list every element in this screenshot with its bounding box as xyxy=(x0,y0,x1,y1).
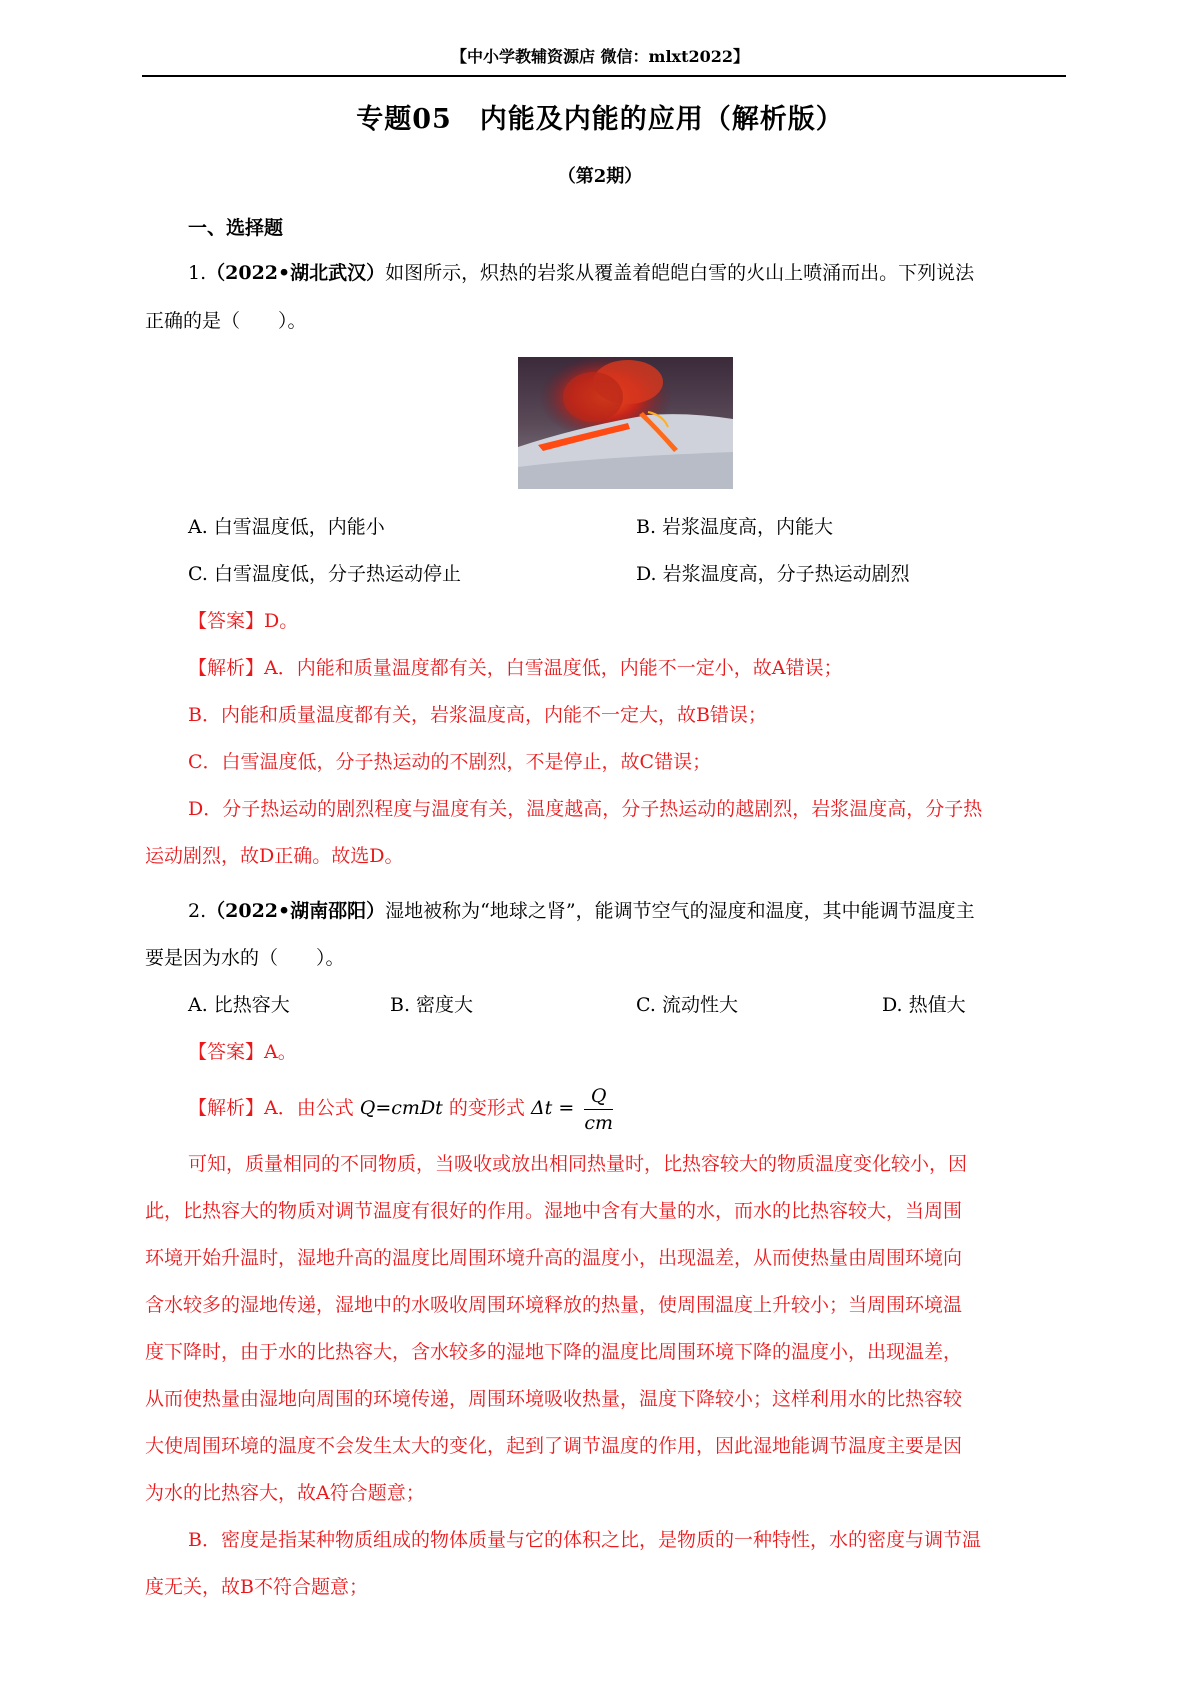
q1-option-b: B. 岩浆温度高，内能大 xyxy=(636,516,834,538)
q2-option-b: B. 密度大 xyxy=(390,994,474,1016)
header-note: 【中小学教辅资源店 微信：mlxt2022】 xyxy=(450,47,750,66)
volcano-image xyxy=(518,357,733,489)
q1-option-c: C. 白雪温度低，分子热运动停止 xyxy=(188,563,461,585)
q2-answer xyxy=(188,1039,297,1065)
heat-formula: Q=cmDt xyxy=(359,1097,443,1119)
q2-analysis-tag: 【解析】 xyxy=(188,1097,265,1119)
q1-stem-text: 如图所示，炽热的岩浆从覆盖着皑皑白雪的火山上喷涌而出。下列说法 xyxy=(385,262,975,284)
q1-analysis-d-line1: D．分子热运动的剧烈程度与温度有关，温度越高，分子热运动的越剧烈，岩浆温度高，分子热 xyxy=(188,798,983,820)
q2-para-line-4: 含水较多的湿地传递，湿地中的水吸收周围环境释放的热量，使周围温度上升较小；当周围环境温 xyxy=(145,1294,963,1316)
document-title: 专题05 内能及内能的应用（解析版） xyxy=(356,104,844,135)
q2-analysis-prefix: A．由公式 xyxy=(264,1097,354,1119)
q2-analysis-b-line2: 度无关，故B不符合题意； xyxy=(145,1576,368,1598)
delta-t-fraction xyxy=(584,1083,613,1136)
q1-answer-tag: 【答案】 xyxy=(188,610,265,632)
q1-analysis-a-text: A．内能和质量温度都有关，白雪温度低，内能不一定小，故A错误； xyxy=(264,657,843,679)
q2-answer-value: A。 xyxy=(264,1041,297,1063)
q1-answer-value: D。 xyxy=(264,610,299,632)
q2-option-a: A. 比热容大 xyxy=(188,994,290,1016)
q2-option-d: D. 热值大 xyxy=(882,994,966,1016)
q2-para-line-5: 度下降时，由于水的比热容大，含水较多的湿地下降的温度比周围环境下降的温度小，出现温差， xyxy=(145,1341,963,1363)
q2-option-c: C. 流动性大 xyxy=(636,994,738,1016)
q2-analysis-formula-line xyxy=(188,1080,613,1136)
q1-stem-line1 xyxy=(188,260,974,286)
header-rule xyxy=(142,75,1066,77)
q2-stem-line2: 要是因为水的（ ）。 xyxy=(145,947,345,969)
q2-para-line-1: 可知，质量相同的不同物质，当吸收或放出相同热量时，比热容较大的物质温度变化较小，因 xyxy=(188,1153,968,1175)
q2-stem-text: 湿地被称为“地球之肾”，能调节空气的湿度和温度，其中能调节温度主 xyxy=(385,900,975,922)
q1-number: 1. xyxy=(188,262,207,284)
q1-analysis-b: B．内能和质量温度都有关，岩浆温度高，内能不一定大，故B错误； xyxy=(188,704,767,726)
q2-para-line-8: 为水的比热容大，故A符合题意； xyxy=(145,1482,425,1504)
fraction-numerator: Q xyxy=(584,1083,613,1110)
q2-source: （2022•湖南邵阳） xyxy=(206,900,386,922)
q1-analysis-c: C．白雪温度低，分子热运动的不剧烈，不是停止，故C错误； xyxy=(188,751,712,773)
fraction-denominator: cm xyxy=(584,1111,613,1134)
q1-answer xyxy=(188,608,298,634)
q2-analysis-b-line1: B．密度是指某种物质组成的物体质量与它的体积之比，是物质的一种特性，水的密度与调节温 xyxy=(188,1529,981,1551)
q2-analysis-mid: 的变形式 xyxy=(448,1097,525,1119)
q1-option-d: D. 岩浆温度高，分子热运动剧烈 xyxy=(636,563,910,585)
delta-t-lhs: Δt = xyxy=(530,1097,575,1119)
q2-para-line-2: 此，比热容大的物质对调节温度有很好的作用。湿地中含有大量的水，而水的比热容较大，当周围 xyxy=(145,1200,963,1222)
q2-para-line-6: 从而使热量由湿地向周围的环境传递，周围环境吸收热量，温度下降较小；这样利用水的比热容较 xyxy=(145,1388,963,1410)
q1-analysis-a xyxy=(188,655,842,681)
q1-analysis-d-line2: 运动剧烈，故D正确。故选D。 xyxy=(145,845,404,867)
q1-option-a: A. 白雪温度低，内能小 xyxy=(188,516,385,538)
q2-para-line-3: 环境开始升温时，湿地升高的温度比周围环境升高的温度小，出现温差，从而使热量由周围环境向 xyxy=(145,1247,963,1269)
q1-analysis-tag: 【解析】 xyxy=(188,657,265,679)
q2-answer-tag: 【答案】 xyxy=(188,1041,265,1063)
q2-number: 2. xyxy=(188,900,207,922)
q2-para-line-7: 大使周围环境的温度不会发生太大的变化，起到了调节温度的作用，因此湿地能调节温度主要是因 xyxy=(145,1435,963,1457)
document-subtitle: （第2期） xyxy=(557,166,643,187)
q2-stem-line1 xyxy=(188,898,975,924)
section-heading: 一、选择题 xyxy=(188,217,284,239)
q1-stem-line2: 正确的是（ ）。 xyxy=(145,310,307,332)
q1-source: （2022•湖北武汉） xyxy=(206,262,386,284)
